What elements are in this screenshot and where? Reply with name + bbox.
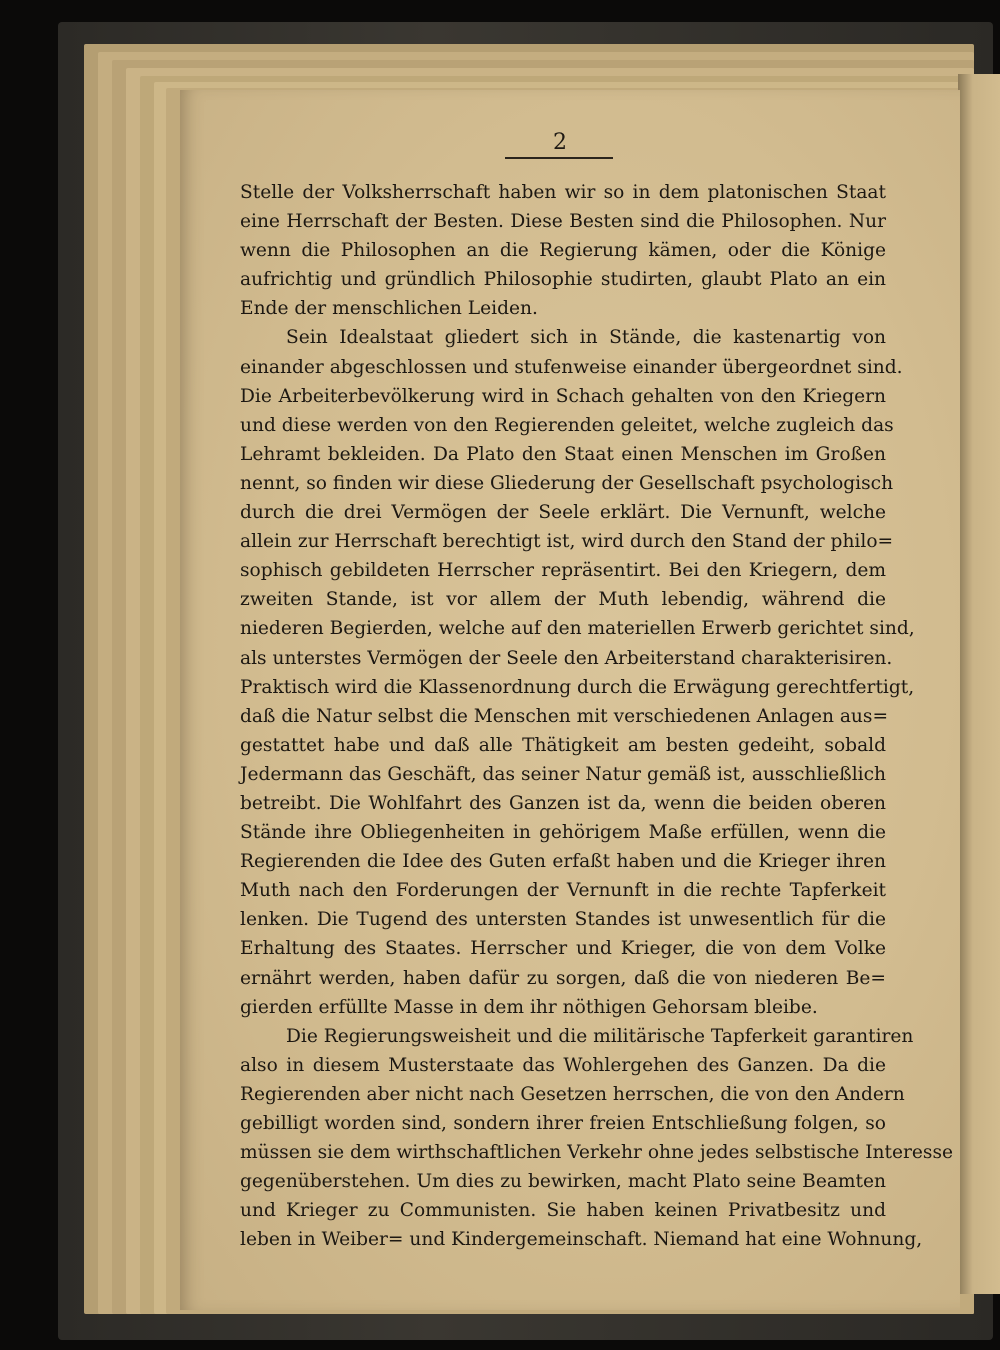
text-line: eine Herrschaft der Besten. Diese Besten sind die Philosophen. Nur <box>240 211 886 233</box>
text-line: Ende der menschlichen Leiden. <box>240 298 538 320</box>
text-line: daß die Natur selbst die Menschen mit verschiedenen Anlagen aus= <box>240 705 889 727</box>
page-number-rule <box>505 157 613 159</box>
text-line: sophisch gebildeten Herrscher repräsentirt. Bei den Kriegern, dem <box>240 560 886 582</box>
text-line: Praktisch wird die Klassenordnung durch die Erwägung gerechtfertigt, <box>240 676 915 698</box>
text-line: allein zur Herrschaft berechtigt ist, wird durch den Stand der philo= <box>240 531 894 553</box>
text-line: lenken. Die Tugend des untersten Standes ist unwesentlich für die <box>240 909 886 931</box>
text-line: Regierenden aber nicht nach Gesetzen herrschen, die von den Andern <box>240 1083 905 1105</box>
text-line: Die Arbeiterbevölkerung wird in Schach gehalten von den Kriegern <box>240 385 886 407</box>
text-line: also in diesem Musterstaate das Wohlergehen des Ganzen. Da die <box>240 1054 886 1076</box>
text-line: und diese werden von den Regierenden geleitet, welche zugleich das <box>240 414 894 436</box>
text-line: gierden erfüllte Masse in dem ihr nöthigen Gehorsam bleibe. <box>240 996 818 1018</box>
text-line: Lehramt bekleiden. Da Plato den Staat einen Menschen im Großen <box>240 443 886 465</box>
text-line: Regierenden die Idee des Guten erfaßt haben und die Krieger ihren <box>240 851 886 873</box>
page-number-container <box>505 130 615 155</box>
text-line: einander abgeschlossen und stufenweise einander übergeordnet sind. <box>240 356 903 378</box>
text-line: betreibt. Die Wohlfahrt des Ganzen ist da, wenn die beiden oberen <box>240 792 886 814</box>
text-line: und Krieger zu Communisten. Sie haben keinen Privatbesitz und <box>240 1200 886 1222</box>
text-line: Sein Idealstaat gliedert sich in Stände, die kastenartig von <box>286 327 886 349</box>
facing-page <box>958 74 1000 1294</box>
text-line: aufrichtig und gründlich Philosophie studirten, glaubt Plato an ein <box>240 269 886 291</box>
text-line: gebilligt worden sind, sondern ihrer freien Entschließung folgen, so <box>240 1113 886 1134</box>
text-line: Erhaltung des Staates. Herrscher und Krieger, die von dem Volke <box>240 938 886 960</box>
book-page <box>180 90 960 1310</box>
text-line: leben in Weiber= und Kindergemeinschaft. Niemand hat eine Wohnung, <box>240 1229 923 1251</box>
text-line: Jedermann das Geschäft, das seiner Natur gemäß ist, ausschließlich <box>240 763 886 785</box>
text-line: niederen Begierden, welche auf den materiellen Erwerb gerichtet sind, <box>240 618 915 640</box>
text-line: Muth nach den Forderungen der Vernunft in die rechte Tapferkeit <box>240 880 886 902</box>
page-number: 2 <box>553 130 567 155</box>
text-line: wenn die Philosophen an die Regierung kämen, oder die Könige <box>240 240 886 262</box>
text-line: zweiten Stande, ist vor allem der Muth lebendig, während die <box>240 589 886 611</box>
text-line: Stände ihre Obliegenheiten in gehörigem Maße erfüllen, wenn die <box>240 822 886 844</box>
text-line: müssen sie dem wirthschaftlichen Verkehr ohne jedes selbstische Interesse <box>240 1142 953 1164</box>
body-text <box>240 178 953 1254</box>
text-line: gestattet habe und daß alle Thätigkeit am besten gedeiht, sobald <box>240 734 886 756</box>
text-line: gegenüberstehen. Um dies zu bewirken, macht Plato seine Beamten <box>240 1171 886 1193</box>
text-line: als unterstes Vermögen der Seele den Arbeiterstand charakterisiren. <box>240 647 893 669</box>
text-line: Stelle der Volksherrschaft haben wir so in dem platonischen Staat <box>240 182 886 203</box>
text-line: durch die drei Vermögen der Seele erklärt. Die Vernunft, welche <box>240 502 886 524</box>
text-line: nennt, so finden wir diese Gliederung der Gesellschaft psychologisch <box>240 472 894 494</box>
text-line: Die Regierungsweisheit und die militärische Tapferkeit garantiren <box>286 1025 914 1047</box>
text-line: ernährt werden, haben dafür zu sorgen, daß die von niederen Be= <box>240 967 886 989</box>
